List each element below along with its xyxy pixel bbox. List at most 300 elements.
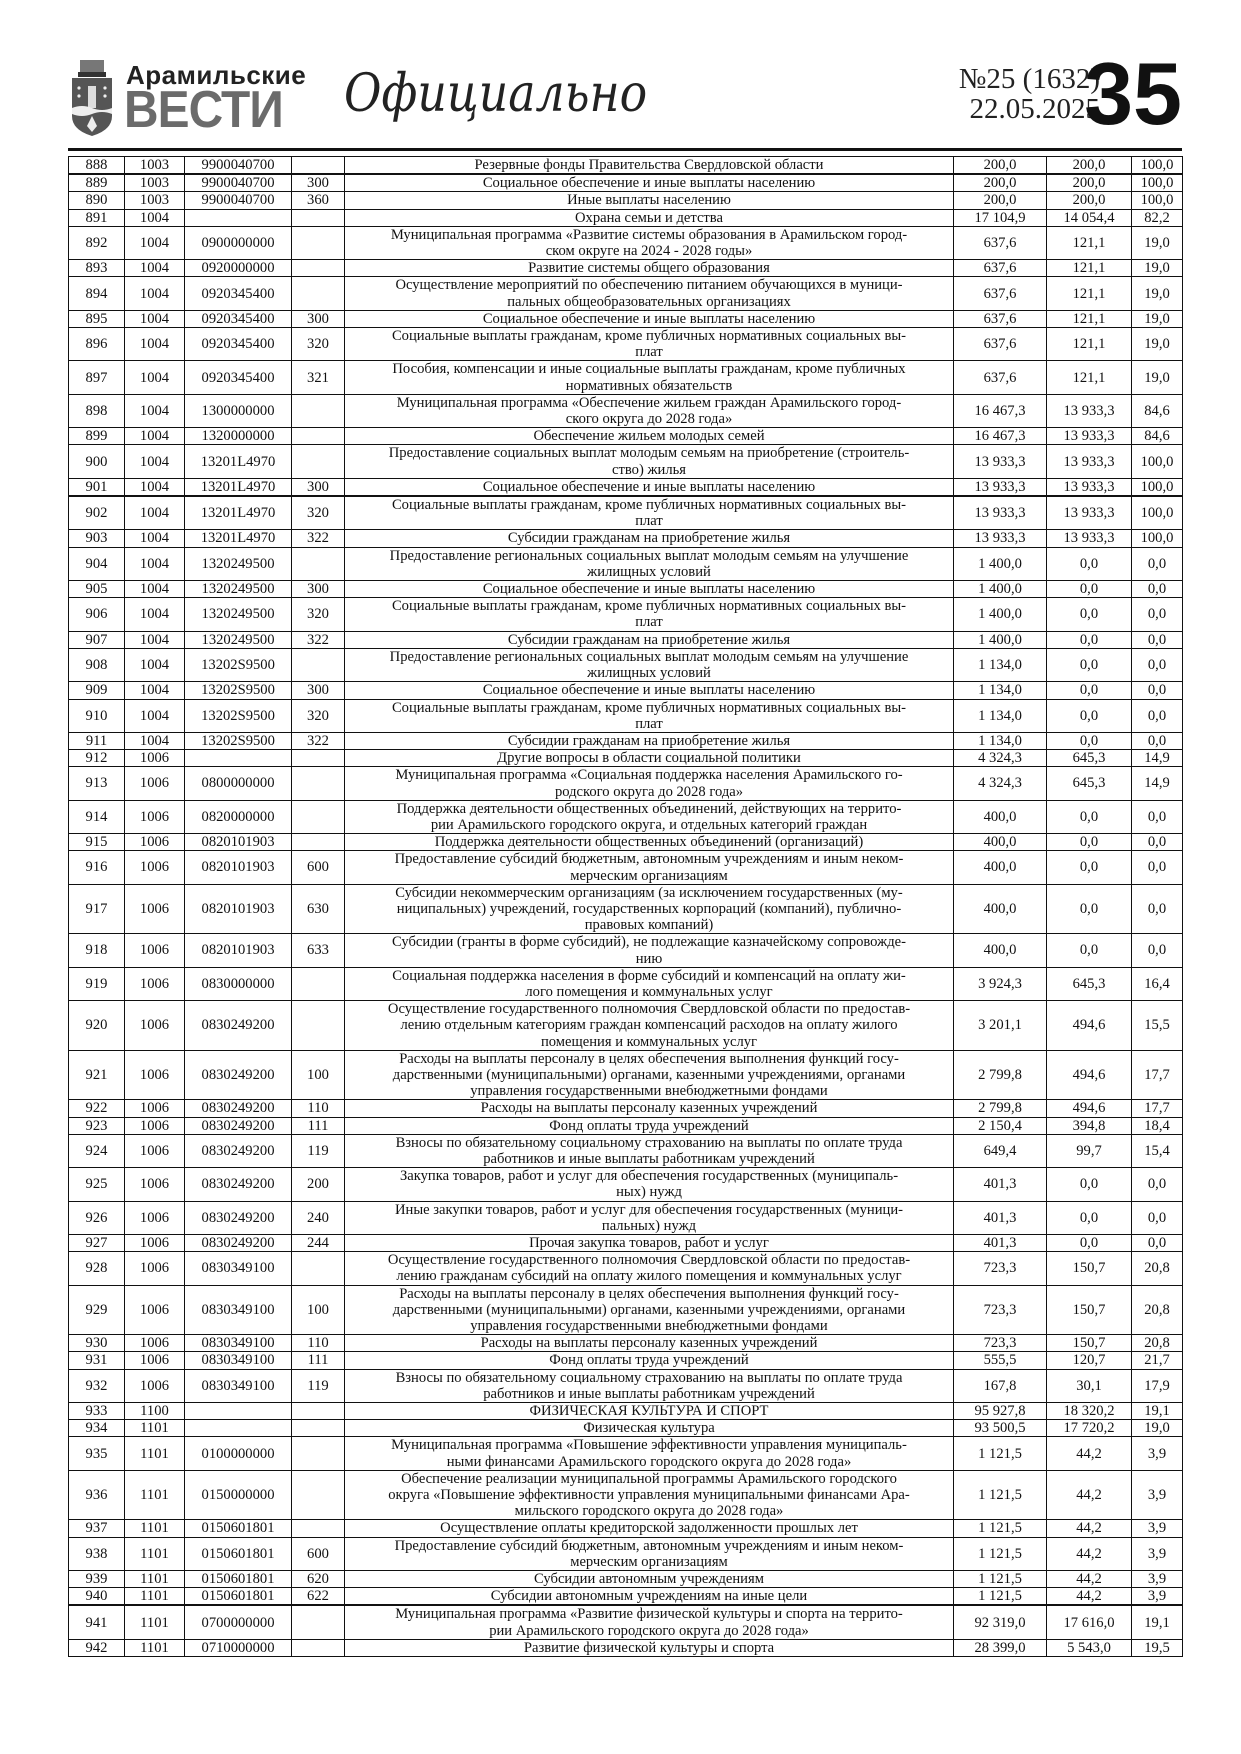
- percent-complete: 19,0: [1132, 328, 1183, 361]
- actual-amount: 494,6: [1047, 1050, 1132, 1100]
- section-code: 1004: [125, 310, 185, 327]
- target-article: 0900000000: [185, 226, 292, 259]
- description: Осуществление государственного полномочия Свердловской области по предостав- лению гражданам субсидий на оплату жилого помещения и коммунальных услуг: [345, 1252, 954, 1285]
- table-row: [69, 581, 1183, 598]
- section-code: 1004: [125, 260, 185, 277]
- target-article: 0830249200: [185, 1201, 292, 1234]
- description: Расходы на выплаты персоналу казенных учреждений: [345, 1100, 954, 1117]
- planned-amount: 637,6: [954, 277, 1047, 310]
- table-row: [69, 226, 1183, 259]
- table-row: [69, 394, 1183, 427]
- target-article: 0150601801: [185, 1588, 292, 1606]
- target-article: 0820000000: [185, 800, 292, 833]
- row-number: 916: [69, 851, 125, 884]
- row-number: 930: [69, 1335, 125, 1352]
- row-number: 936: [69, 1470, 125, 1520]
- expense-type: [292, 157, 345, 175]
- actual-amount: 494,6: [1047, 1001, 1132, 1051]
- percent-complete: 0,0: [1132, 732, 1183, 749]
- target-article: 13202S9500: [185, 732, 292, 749]
- expense-type: 322: [292, 732, 345, 749]
- section-code: 1004: [125, 478, 185, 496]
- description: Субсидии гражданам на приобретение жилья: [345, 732, 954, 749]
- table-row: [69, 1403, 1183, 1420]
- expense-type: 200: [292, 1168, 345, 1201]
- table-row: [69, 157, 1183, 175]
- expense-type: 244: [292, 1235, 345, 1252]
- description: Социальное обеспечение и иные выплаты населению: [345, 682, 954, 699]
- expense-type: [292, 1520, 345, 1537]
- actual-amount: 121,1: [1047, 260, 1132, 277]
- row-number: 919: [69, 967, 125, 1000]
- row-number: 896: [69, 328, 125, 361]
- target-article: 0100000000: [185, 1437, 292, 1470]
- planned-amount: 13 933,3: [954, 496, 1047, 530]
- table-row: [69, 699, 1183, 732]
- section-code: 1004: [125, 394, 185, 427]
- table-row: [69, 1235, 1183, 1252]
- table-row: [69, 1050, 1183, 1100]
- target-article: 1320249500: [185, 598, 292, 631]
- planned-amount: 13 933,3: [954, 530, 1047, 547]
- percent-complete: 20,8: [1132, 1285, 1183, 1335]
- table-row: [69, 967, 1183, 1000]
- percent-complete: 0,0: [1132, 598, 1183, 631]
- planned-amount: 637,6: [954, 328, 1047, 361]
- description: Другие вопросы в области социальной политики: [345, 750, 954, 767]
- percent-complete: 0,0: [1132, 851, 1183, 884]
- expense-type: [292, 260, 345, 277]
- row-number: 899: [69, 428, 125, 445]
- expense-type: 100: [292, 1285, 345, 1335]
- planned-amount: 1 134,0: [954, 732, 1047, 749]
- description: Предоставление региональных социальных выплат молодым семьям на улучшение жилищных условий: [345, 547, 954, 580]
- expense-type: [292, 209, 345, 226]
- actual-amount: 150,7: [1047, 1285, 1132, 1335]
- row-number: 925: [69, 1168, 125, 1201]
- expense-type: 300: [292, 310, 345, 327]
- description: Прочая закупка товаров, работ и услуг: [345, 1235, 954, 1252]
- table-row: [69, 478, 1183, 496]
- table-row: [69, 1201, 1183, 1234]
- expense-type: 322: [292, 631, 345, 648]
- row-number: 927: [69, 1235, 125, 1252]
- row-number: 913: [69, 767, 125, 800]
- table-row: [69, 732, 1183, 749]
- percent-complete: 100,0: [1132, 478, 1183, 496]
- row-number: 942: [69, 1639, 125, 1656]
- section-code: 1006: [125, 1235, 185, 1252]
- expense-type: 320: [292, 328, 345, 361]
- row-number: 888: [69, 157, 125, 175]
- section-code: 1004: [125, 699, 185, 732]
- expense-type: 111: [292, 1352, 345, 1369]
- planned-amount: 400,0: [954, 851, 1047, 884]
- section-code: 1101: [125, 1588, 185, 1606]
- target-article: 13201L4970: [185, 530, 292, 547]
- section-code: 1004: [125, 530, 185, 547]
- target-article: 0800000000: [185, 767, 292, 800]
- description: Социальные выплаты гражданам, кроме публичных нормативных социальных вы- плат: [345, 496, 954, 530]
- planned-amount: 1 400,0: [954, 581, 1047, 598]
- planned-amount: 95 927,8: [954, 1403, 1047, 1420]
- target-article: 1320249500: [185, 631, 292, 648]
- description: Социальные выплаты гражданам, кроме публичных нормативных социальных вы- плат: [345, 598, 954, 631]
- percent-complete: 3,9: [1132, 1588, 1183, 1606]
- description: Социальное обеспечение и иные выплаты населению: [345, 310, 954, 327]
- planned-amount: 200,0: [954, 157, 1047, 175]
- percent-complete: 16,4: [1132, 967, 1183, 1000]
- actual-amount: 645,3: [1047, 767, 1132, 800]
- actual-amount: 645,3: [1047, 750, 1132, 767]
- row-number: 889: [69, 174, 125, 192]
- planned-amount: 4 324,3: [954, 767, 1047, 800]
- actual-amount: 0,0: [1047, 1235, 1132, 1252]
- target-article: 0830249200: [185, 1100, 292, 1117]
- actual-amount: 0,0: [1047, 851, 1132, 884]
- expense-type: 110: [292, 1100, 345, 1117]
- planned-amount: 16 467,3: [954, 394, 1047, 427]
- section-code: 1004: [125, 361, 185, 394]
- table-row: [69, 1470, 1183, 1520]
- target-article: 0920345400: [185, 277, 292, 310]
- actual-amount: 200,0: [1047, 157, 1132, 175]
- section-code: 1004: [125, 648, 185, 681]
- actual-amount: 150,7: [1047, 1252, 1132, 1285]
- section-code: 1003: [125, 174, 185, 192]
- planned-amount: 637,6: [954, 226, 1047, 259]
- table-row: [69, 1605, 1183, 1639]
- description: Осуществление государственного полномочия Свердловской области по предостав- лению отдельным категориям граждан компенсаций расходов на оплату жилого помещения и коммунальных услуг: [345, 1001, 954, 1051]
- percent-complete: 3,9: [1132, 1437, 1183, 1470]
- planned-amount: 723,3: [954, 1285, 1047, 1335]
- actual-amount: 5 543,0: [1047, 1639, 1132, 1656]
- row-number: 898: [69, 394, 125, 427]
- target-article: 9900040700: [185, 192, 292, 209]
- actual-amount: 17 720,2: [1047, 1420, 1132, 1437]
- target-article: 0830000000: [185, 967, 292, 1000]
- actual-amount: 44,2: [1047, 1520, 1132, 1537]
- description: Социальное обеспечение и иные выплаты населению: [345, 478, 954, 496]
- description: Субсидии автономным учреждениям на иные цели: [345, 1588, 954, 1606]
- section-code: 1006: [125, 800, 185, 833]
- description: Субсидии гражданам на приобретение жилья: [345, 631, 954, 648]
- row-number: 909: [69, 682, 125, 699]
- planned-amount: 401,3: [954, 1168, 1047, 1201]
- percent-complete: 20,8: [1132, 1252, 1183, 1285]
- table-row: [69, 884, 1183, 934]
- actual-amount: 0,0: [1047, 884, 1132, 934]
- description: Обеспечение жильем молодых семей: [345, 428, 954, 445]
- expense-type: 600: [292, 1537, 345, 1570]
- table-row: [69, 648, 1183, 681]
- section-code: 1101: [125, 1605, 185, 1639]
- table-row: [69, 1571, 1183, 1588]
- description: Поддержка деятельности общественных объединений, действующих на террито- рии Арамильского городского округа, и отдельных категорий граждан: [345, 800, 954, 833]
- target-article: 1320249500: [185, 547, 292, 580]
- percent-complete: 100,0: [1132, 157, 1183, 175]
- percent-complete: 0,0: [1132, 1201, 1183, 1234]
- actual-amount: 0,0: [1047, 631, 1132, 648]
- row-number: 904: [69, 547, 125, 580]
- section-code: 1004: [125, 732, 185, 749]
- target-article: 0830349100: [185, 1335, 292, 1352]
- percent-complete: 0,0: [1132, 800, 1183, 833]
- planned-amount: 1 121,5: [954, 1520, 1047, 1537]
- section-code: 1004: [125, 428, 185, 445]
- section-code: 1004: [125, 682, 185, 699]
- target-article: 0830349100: [185, 1352, 292, 1369]
- section-code: 1006: [125, 767, 185, 800]
- section-code: 1004: [125, 547, 185, 580]
- target-article: 13201L4970: [185, 478, 292, 496]
- table-row: [69, 631, 1183, 648]
- row-number: 903: [69, 530, 125, 547]
- percent-complete: 84,6: [1132, 428, 1183, 445]
- section-code: 1101: [125, 1639, 185, 1656]
- description: Иные выплаты населению: [345, 192, 954, 209]
- section-code: 1003: [125, 157, 185, 175]
- row-number: 891: [69, 209, 125, 226]
- expense-type: 300: [292, 682, 345, 699]
- actual-amount: 150,7: [1047, 1335, 1132, 1352]
- description: Взносы по обязательному социальному страхованию на выплаты по оплате труда работников и иные выплаты работникам учреждений: [345, 1369, 954, 1402]
- target-article: 9900040700: [185, 157, 292, 175]
- row-number: 937: [69, 1520, 125, 1537]
- section-code: 1101: [125, 1571, 185, 1588]
- section-code: 1006: [125, 1134, 185, 1167]
- row-number: 935: [69, 1437, 125, 1470]
- planned-amount: 92 319,0: [954, 1605, 1047, 1639]
- coat-of-arms-icon: [68, 60, 116, 136]
- section-code: 1006: [125, 1252, 185, 1285]
- description: Муниципальная программа «Развитие физической культуры и спорта на террито- рии Арамильского городского округа до 2028 года»: [345, 1605, 954, 1639]
- budget-table: [68, 156, 1183, 1657]
- actual-amount: 645,3: [1047, 967, 1132, 1000]
- table-row: [69, 598, 1183, 631]
- percent-complete: 17,7: [1132, 1050, 1183, 1100]
- table-row: [69, 851, 1183, 884]
- row-number: 901: [69, 478, 125, 496]
- percent-complete: 21,7: [1132, 1352, 1183, 1369]
- expense-type: 240: [292, 1201, 345, 1234]
- planned-amount: 2 150,4: [954, 1117, 1047, 1134]
- planned-amount: 401,3: [954, 1201, 1047, 1234]
- planned-amount: 13 933,3: [954, 478, 1047, 496]
- expense-type: [292, 1420, 345, 1437]
- actual-amount: 44,2: [1047, 1437, 1132, 1470]
- row-number: 917: [69, 884, 125, 934]
- expense-type: [292, 445, 345, 478]
- target-article: 0820101903: [185, 834, 292, 851]
- description: Фонд оплаты труда учреждений: [345, 1117, 954, 1134]
- description: Развитие системы общего образования: [345, 260, 954, 277]
- planned-amount: 400,0: [954, 800, 1047, 833]
- section-code: 1101: [125, 1537, 185, 1570]
- section-code: 1006: [125, 1168, 185, 1201]
- issue-number: №25 (1632): [958, 63, 1100, 95]
- percent-complete: 19,1: [1132, 1403, 1183, 1420]
- planned-amount: 1 121,5: [954, 1437, 1047, 1470]
- expense-type: [292, 226, 345, 259]
- row-number: 934: [69, 1420, 125, 1437]
- expense-type: 320: [292, 496, 345, 530]
- percent-complete: 0,0: [1132, 884, 1183, 934]
- expense-type: 110: [292, 1335, 345, 1352]
- actual-amount: 121,1: [1047, 310, 1132, 327]
- target-article: 0830249200: [185, 1001, 292, 1051]
- table-row: [69, 310, 1183, 327]
- target-article: 13202S9500: [185, 682, 292, 699]
- percent-complete: 0,0: [1132, 547, 1183, 580]
- section-code: 1004: [125, 496, 185, 530]
- target-article: 0920345400: [185, 310, 292, 327]
- row-number: 920: [69, 1001, 125, 1051]
- table-row: [69, 1168, 1183, 1201]
- percent-complete: 0,0: [1132, 834, 1183, 851]
- percent-complete: 0,0: [1132, 648, 1183, 681]
- expense-type: [292, 800, 345, 833]
- description: Пособия, компенсации и иные социальные выплаты гражданам, кроме публичных нормативных обязательств: [345, 361, 954, 394]
- description: Резервные фонды Правительства Свердловской области: [345, 157, 954, 175]
- planned-amount: 637,6: [954, 361, 1047, 394]
- description: Осуществление мероприятий по обеспечению питанием обучающихся в муници- пальных общеобразовательных организациях: [345, 277, 954, 310]
- table-row: [69, 530, 1183, 547]
- actual-amount: 120,7: [1047, 1352, 1132, 1369]
- actual-amount: 17 616,0: [1047, 1605, 1132, 1639]
- expense-type: [292, 750, 345, 767]
- row-number: 928: [69, 1252, 125, 1285]
- actual-amount: 13 933,3: [1047, 478, 1132, 496]
- section-code: 1101: [125, 1470, 185, 1520]
- actual-amount: 0,0: [1047, 1201, 1132, 1234]
- actual-amount: 18 320,2: [1047, 1403, 1132, 1420]
- expense-type: [292, 394, 345, 427]
- row-number: 941: [69, 1605, 125, 1639]
- section-code: 1006: [125, 1050, 185, 1100]
- description: Расходы на выплаты персоналу в целях обеспечения выполнения функций госу- дарственными (муниципальными) органами, казенными учреждениями, органами управления государственными внебюджетными фондами: [345, 1285, 954, 1335]
- row-number: 910: [69, 699, 125, 732]
- description: Муниципальная программа «Социальная поддержка населения Арамильского го- родского округа до 2028 года»: [345, 767, 954, 800]
- table-row: [69, 1335, 1183, 1352]
- planned-amount: 93 500,5: [954, 1420, 1047, 1437]
- expense-type: 620: [292, 1571, 345, 1588]
- row-number: 926: [69, 1201, 125, 1234]
- actual-amount: 121,1: [1047, 277, 1132, 310]
- actual-amount: 0,0: [1047, 598, 1132, 631]
- target-article: 0820101903: [185, 934, 292, 967]
- row-number: 892: [69, 226, 125, 259]
- planned-amount: 28 399,0: [954, 1639, 1047, 1656]
- table-row: [69, 682, 1183, 699]
- percent-complete: 0,0: [1132, 631, 1183, 648]
- planned-amount: 637,6: [954, 260, 1047, 277]
- actual-amount: 494,6: [1047, 1100, 1132, 1117]
- description: Предоставление региональных социальных выплат молодым семьям на улучшение жилищных условий: [345, 648, 954, 681]
- percent-complete: 3,9: [1132, 1571, 1183, 1588]
- description: Муниципальная программа «Повышение эффективности управления муниципаль- ными финансами Арамильского городского округа до 2028 года»: [345, 1437, 954, 1470]
- actual-amount: 200,0: [1047, 192, 1132, 209]
- planned-amount: 637,6: [954, 310, 1047, 327]
- description: Фонд оплаты труда учреждений: [345, 1352, 954, 1369]
- target-article: 0830349100: [185, 1369, 292, 1402]
- table-row: [69, 1537, 1183, 1570]
- expense-type: 119: [292, 1369, 345, 1402]
- percent-complete: 3,9: [1132, 1470, 1183, 1520]
- description: Взносы по обязательному социальному страхованию на выплаты по оплате труда работников и иные выплаты работникам учреждений: [345, 1134, 954, 1167]
- row-number: 894: [69, 277, 125, 310]
- section-code: 1004: [125, 328, 185, 361]
- target-article: 0150601801: [185, 1537, 292, 1570]
- section-code: 1006: [125, 967, 185, 1000]
- logo-top-text: Арамильские: [126, 60, 307, 90]
- expense-type: 300: [292, 174, 345, 192]
- expense-type: 119: [292, 1134, 345, 1167]
- table-row: [69, 1369, 1183, 1402]
- planned-amount: 1 400,0: [954, 631, 1047, 648]
- planned-amount: 649,4: [954, 1134, 1047, 1167]
- planned-amount: 1 134,0: [954, 699, 1047, 732]
- percent-complete: 19,1: [1132, 1605, 1183, 1639]
- actual-amount: 13 933,3: [1047, 445, 1132, 478]
- percent-complete: 15,5: [1132, 1001, 1183, 1051]
- table-row: [69, 445, 1183, 478]
- table-row: [69, 209, 1183, 226]
- planned-amount: 1 400,0: [954, 598, 1047, 631]
- table-row: [69, 1117, 1183, 1134]
- row-number: 924: [69, 1134, 125, 1167]
- description: Субсидии (гранты в форме субсидий), не подлежащие казначейскому сопровожде- нию: [345, 934, 954, 967]
- table-row: [69, 1134, 1183, 1167]
- actual-amount: 13 933,3: [1047, 394, 1132, 427]
- percent-complete: 0,0: [1132, 682, 1183, 699]
- section-code: 1006: [125, 1117, 185, 1134]
- planned-amount: 13 933,3: [954, 445, 1047, 478]
- description: Закупка товаров, работ и услуг для обеспечения государственных (муниципаль- ных) нужд: [345, 1168, 954, 1201]
- issue-date: 22.05.2025: [969, 93, 1100, 125]
- target-article: 0830249200: [185, 1168, 292, 1201]
- planned-amount: 200,0: [954, 174, 1047, 192]
- planned-amount: 1 121,5: [954, 1588, 1047, 1606]
- planned-amount: 401,3: [954, 1235, 1047, 1252]
- expense-type: 320: [292, 699, 345, 732]
- target-article: 1300000000: [185, 394, 292, 427]
- row-number: 906: [69, 598, 125, 631]
- planned-amount: 400,0: [954, 934, 1047, 967]
- expense-type: [292, 1403, 345, 1420]
- planned-amount: 555,5: [954, 1352, 1047, 1369]
- target-article: 13202S9500: [185, 699, 292, 732]
- target-article: 13201L4970: [185, 445, 292, 478]
- expense-type: [292, 428, 345, 445]
- logo-bottom-text: ВЕСТИ: [124, 81, 283, 139]
- row-number: 918: [69, 934, 125, 967]
- row-number: 897: [69, 361, 125, 394]
- actual-amount: 0,0: [1047, 1168, 1132, 1201]
- target-article: [185, 750, 292, 767]
- expense-type: 100: [292, 1050, 345, 1100]
- row-number: 914: [69, 800, 125, 833]
- actual-amount: 14 054,4: [1047, 209, 1132, 226]
- actual-amount: 121,1: [1047, 328, 1132, 361]
- expense-type: [292, 648, 345, 681]
- row-number: 923: [69, 1117, 125, 1134]
- target-article: 0820101903: [185, 851, 292, 884]
- actual-amount: 13 933,3: [1047, 428, 1132, 445]
- section-code: 1004: [125, 277, 185, 310]
- target-article: 9900040700: [185, 174, 292, 192]
- table-row: [69, 1520, 1183, 1537]
